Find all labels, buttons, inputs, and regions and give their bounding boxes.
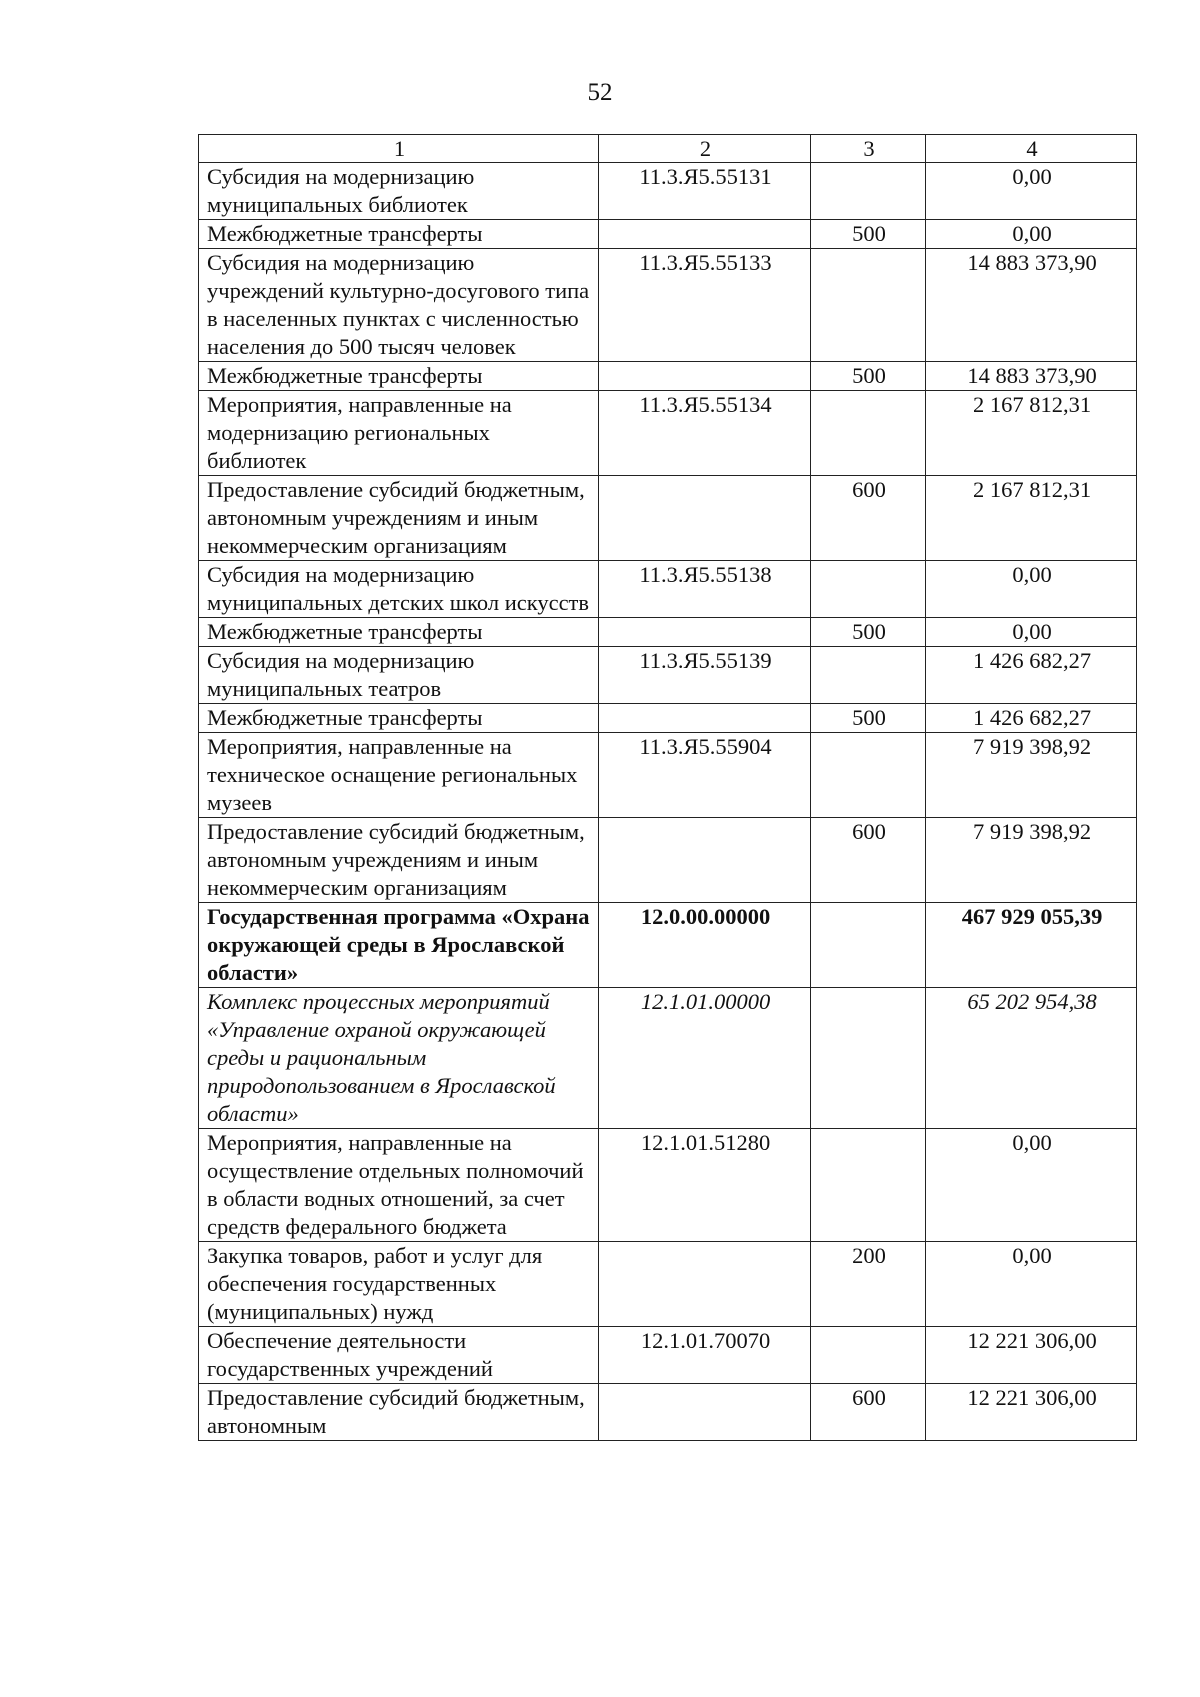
row-code-cell: 11.3.Я5.55904 — [599, 733, 811, 818]
row-name-cell: Субсидия на модернизацию муниципальных библиотек — [199, 163, 599, 220]
row-amount-cell: 7 919 398,92 — [926, 733, 1137, 818]
row-amount-cell: 0,00 — [926, 163, 1137, 220]
row-expense-type-cell — [811, 733, 926, 818]
row-amount-cell: 0,00 — [926, 220, 1137, 249]
column-header-2: 2 — [599, 135, 811, 163]
row-code-cell — [599, 1384, 811, 1441]
row-name-cell: Субсидия на модернизацию учреждений культурно-досугового типа в населенных пунктах с численностью населения до 500 тысяч человек — [199, 249, 599, 362]
column-header-4: 4 — [926, 135, 1137, 163]
table-row — [199, 988, 1137, 1129]
row-code-cell: 12.1.01.00000 — [599, 988, 811, 1129]
row-amount-cell: 12 221 306,00 — [926, 1327, 1137, 1384]
row-expense-type-cell — [811, 1327, 926, 1384]
row-expense-type-cell — [811, 1129, 926, 1242]
row-expense-type-cell — [811, 163, 926, 220]
table-body — [199, 163, 1137, 1441]
row-amount-cell: 2 167 812,31 — [926, 476, 1137, 561]
row-code-cell — [599, 704, 811, 733]
row-expense-type-cell: 600 — [811, 818, 926, 903]
table-row — [199, 1129, 1137, 1242]
row-amount-cell: 0,00 — [926, 618, 1137, 647]
table-row — [199, 163, 1137, 220]
row-code-cell: 12.0.00.00000 — [599, 903, 811, 988]
table-row — [199, 647, 1137, 704]
row-name-cell: Мероприятия, направленные на модернизацию региональных библиотек — [199, 391, 599, 476]
row-code-cell — [599, 220, 811, 249]
row-amount-cell: 12 221 306,00 — [926, 1384, 1137, 1441]
row-expense-type-cell: 600 — [811, 476, 926, 561]
table-row — [199, 476, 1137, 561]
row-expense-type-cell: 200 — [811, 1242, 926, 1327]
row-code-cell — [599, 818, 811, 903]
table-row — [199, 220, 1137, 249]
page-number: 52 — [587, 79, 613, 106]
row-amount-cell: 1 426 682,27 — [926, 704, 1137, 733]
table-row — [199, 618, 1137, 647]
row-amount-cell: 65 202 954,38 — [926, 988, 1137, 1129]
table-row — [199, 818, 1137, 903]
row-name-cell: Мероприятия, направленные на осуществление отдельных полномочий в области водных отношений, за счет средств федерального бюджета — [199, 1129, 599, 1242]
row-amount-cell: 14 883 373,90 — [926, 249, 1137, 362]
row-expense-type-cell — [811, 647, 926, 704]
table-row — [199, 1242, 1137, 1327]
row-amount-cell: 0,00 — [926, 561, 1137, 618]
row-expense-type-cell — [811, 988, 926, 1129]
row-name-cell: Предоставление субсидий бюджетным, автономным учреждениям и иным некоммерческим организациям — [199, 476, 599, 561]
table-row — [199, 1384, 1137, 1441]
row-code-cell: 12.1.01.51280 — [599, 1129, 811, 1242]
column-header-3: 3 — [811, 135, 926, 163]
row-name-cell: Межбюджетные трансферты — [199, 704, 599, 733]
row-name-cell: Субсидия на модернизацию муниципальных театров — [199, 647, 599, 704]
row-code-cell: 11.3.Я5.55138 — [599, 561, 811, 618]
row-amount-cell: 7 919 398,92 — [926, 818, 1137, 903]
table-row — [199, 561, 1137, 618]
row-name-cell: Субсидия на модернизацию муниципальных детских школ искусств — [199, 561, 599, 618]
row-amount-cell: 467 929 055,39 — [926, 903, 1137, 988]
row-code-cell — [599, 476, 811, 561]
row-expense-type-cell: 600 — [811, 1384, 926, 1441]
row-name-cell: Межбюджетные трансферты — [199, 618, 599, 647]
column-header-1: 1 — [199, 135, 599, 163]
row-expense-type-cell — [811, 391, 926, 476]
table-row — [199, 1327, 1137, 1384]
header-row — [199, 135, 1137, 163]
row-expense-type-cell — [811, 249, 926, 362]
row-code-cell: 11.3.Я5.55133 — [599, 249, 811, 362]
row-amount-cell: 1 426 682,27 — [926, 647, 1137, 704]
table-row — [199, 391, 1137, 476]
row-name-cell: Мероприятия, направленные на техническое оснащение региональных музеев — [199, 733, 599, 818]
row-amount-cell: 14 883 373,90 — [926, 362, 1137, 391]
row-expense-type-cell — [811, 561, 926, 618]
row-code-cell — [599, 362, 811, 391]
row-amount-cell: 2 167 812,31 — [926, 391, 1137, 476]
row-name-cell: Государственная программа «Охрана окружающей среды в Ярославской области» — [199, 903, 599, 988]
row-name-cell: Межбюджетные трансферты — [199, 220, 599, 249]
row-code-cell: 12.1.01.70070 — [599, 1327, 811, 1384]
row-code-cell — [599, 1242, 811, 1327]
row-name-cell: Предоставление субсидий бюджетным, автономным — [199, 1384, 599, 1441]
row-expense-type-cell: 500 — [811, 220, 926, 249]
budget-table — [198, 134, 1137, 1441]
row-expense-type-cell: 500 — [811, 704, 926, 733]
row-expense-type-cell: 500 — [811, 362, 926, 391]
table-row — [199, 249, 1137, 362]
row-expense-type-cell — [811, 903, 926, 988]
row-amount-cell: 0,00 — [926, 1242, 1137, 1327]
row-name-cell: Комплекс процессных мероприятий «Управление охраной окружающей среды и рациональным природопользованием в Ярославской области» — [199, 988, 599, 1129]
table-row — [199, 903, 1137, 988]
row-expense-type-cell: 500 — [811, 618, 926, 647]
row-name-cell: Межбюджетные трансферты — [199, 362, 599, 391]
row-code-cell: 11.3.Я5.55139 — [599, 647, 811, 704]
table-row — [199, 704, 1137, 733]
row-code-cell: 11.3.Я5.55134 — [599, 391, 811, 476]
table-row — [199, 733, 1137, 818]
row-code-cell — [599, 618, 811, 647]
row-name-cell: Предоставление субсидий бюджетным, автономным учреждениям и иным некоммерческим организациям — [199, 818, 599, 903]
row-name-cell: Закупка товаров, работ и услуг для обеспечения государственных (муниципальных) нужд — [199, 1242, 599, 1327]
row-amount-cell: 0,00 — [926, 1129, 1137, 1242]
table-row — [199, 362, 1137, 391]
row-code-cell: 11.3.Я5.55131 — [599, 163, 811, 220]
row-name-cell: Обеспечение деятельности государственных учреждений — [199, 1327, 599, 1384]
